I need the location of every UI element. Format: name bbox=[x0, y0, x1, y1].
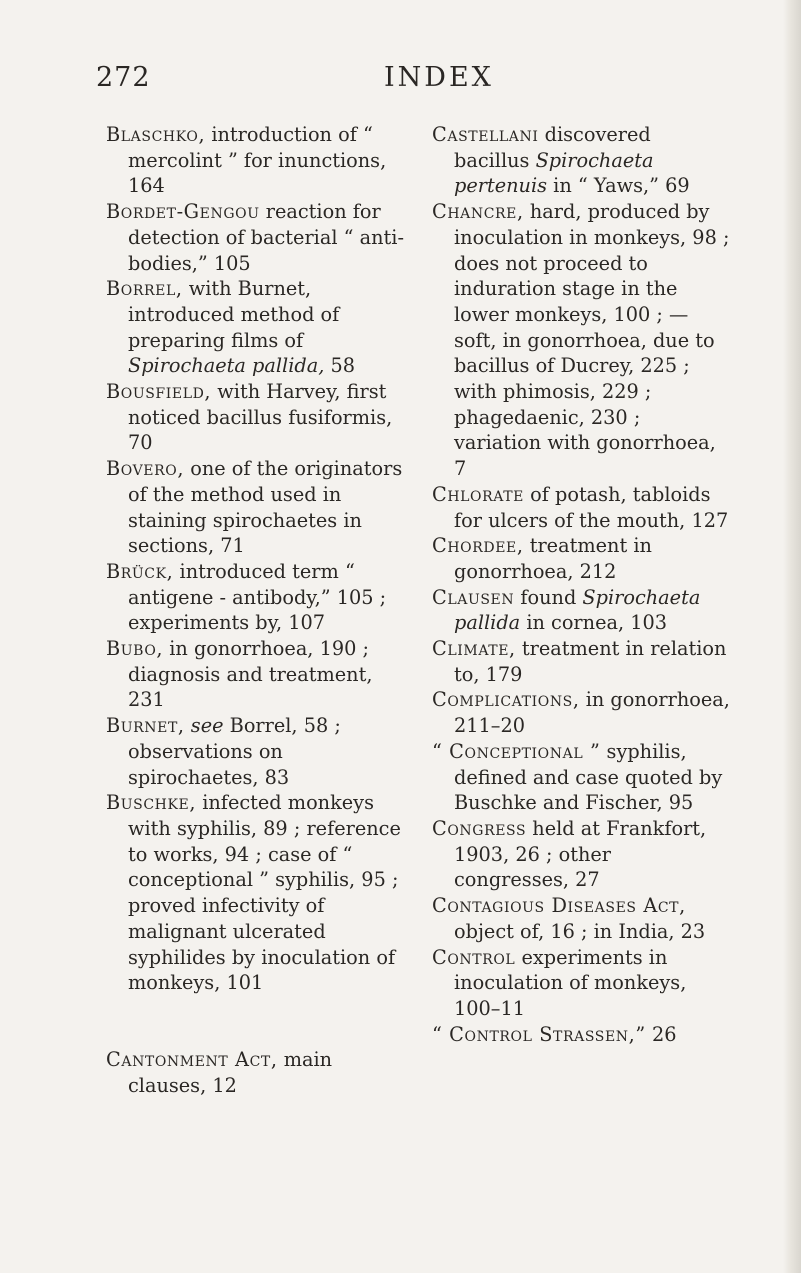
entry-heading: Bordet-Gengou bbox=[106, 200, 260, 224]
page-number: 272 bbox=[96, 62, 151, 93]
entry-text: infected monkeys with syphilis, 89 ; reference to works, 94 ; case of “ conceptional ” syphilis, 95 ; proved infectivity of malignant ulcerated syphilides by inoculation of monkeys, 101 bbox=[128, 791, 401, 995]
entry-text: syphilis, defined and case quoted by Buschke and Fischer, 95 bbox=[454, 739, 723, 815]
index-entry bbox=[106, 379, 406, 456]
entry-heading: Contagious Diseases Act, bbox=[432, 894, 686, 918]
entry-text: in gonorrhoea, 211–20 bbox=[454, 688, 730, 738]
index-entry bbox=[106, 199, 406, 276]
index-entry bbox=[432, 687, 732, 738]
index-entry bbox=[432, 533, 732, 584]
entry-text: one of the originators of the method used in staining spirochaetes in sections, 71 bbox=[128, 457, 403, 558]
index-entry bbox=[432, 893, 732, 944]
entry-text: reaction for detection of bacterial “ anti-bodies,” 105 bbox=[128, 200, 404, 275]
entry-text: experiments in inoculation of monkeys, 100–11 bbox=[454, 945, 687, 1020]
entry-text: 26 bbox=[645, 1022, 677, 1046]
entry-text: treatment in gonorrhoea, 212 bbox=[454, 534, 652, 583]
entry-heading: Bubo, bbox=[106, 637, 164, 661]
index-entry bbox=[106, 790, 406, 996]
entry-text: object of, 16 ; in India, 23 bbox=[454, 919, 706, 943]
entry-italic-text: see bbox=[190, 714, 224, 738]
entry-heading: Congress bbox=[432, 816, 527, 840]
entry-heading: Brück, bbox=[106, 559, 174, 583]
page-header bbox=[96, 62, 696, 102]
entry-heading: Complications, bbox=[432, 688, 580, 712]
entry-text: treatment in relation to, 179 bbox=[454, 637, 727, 686]
entry-text: found bbox=[514, 585, 583, 609]
entry-heading: Borrel, bbox=[106, 277, 183, 301]
entry-text: main clauses, 12 bbox=[128, 1047, 333, 1097]
entry-heading: Bousfield, bbox=[106, 380, 212, 404]
index-entry bbox=[106, 276, 406, 379]
entry-text: of potash, tabloids for ulcers of the mouth, 127 bbox=[454, 482, 729, 532]
entry-text: held at Frankfort, 1903, 26 ; other congresses, 27 bbox=[454, 816, 707, 892]
index-entry bbox=[432, 739, 732, 816]
entry-text: with Burnet, introduced method of preparing films of bbox=[128, 277, 340, 352]
entry-heading: “ Conceptional ” bbox=[432, 739, 601, 763]
entry-text: in gonorrhoea, 190 ; diagnosis and treatment, 231 bbox=[128, 637, 373, 712]
entry-text-tail: in cornea, 103 bbox=[520, 611, 668, 635]
index-entry bbox=[106, 559, 406, 636]
entry-italic-text: Spirochaeta pallida, bbox=[128, 354, 325, 378]
entry-heading: Burnet, bbox=[106, 714, 185, 738]
index-entry bbox=[432, 636, 732, 687]
entry-heading: Chlorate bbox=[432, 482, 524, 506]
entry-italic-text: Spirochaeta pertenuis bbox=[454, 148, 654, 198]
entry-text: introduction of “ mercolint ” for inunctions, 164 bbox=[128, 123, 387, 198]
running-head-title: INDEX bbox=[384, 62, 494, 93]
entry-text: discovered bacillus bbox=[454, 123, 651, 172]
index-entry bbox=[432, 816, 732, 893]
index-entry bbox=[432, 482, 732, 533]
entry-text-tail: 58 bbox=[324, 354, 356, 378]
entry-heading: Control bbox=[432, 945, 516, 969]
entry-heading: Buschke, bbox=[106, 791, 197, 815]
index-entry bbox=[106, 713, 406, 790]
entry-heading: Bovero, bbox=[106, 457, 185, 481]
entry-heading: Castellani bbox=[432, 123, 539, 146]
entry-text-tail: Borrel, 58 ; observations on spirochaetes, 83 bbox=[128, 714, 341, 789]
index-entry bbox=[106, 636, 406, 713]
index-entry bbox=[432, 1022, 732, 1048]
entry-heading: Cantonment Act, bbox=[106, 1047, 278, 1071]
entry-heading: Chancre, bbox=[432, 200, 524, 224]
entry-heading: Climate, bbox=[432, 637, 516, 661]
index-column-left bbox=[106, 122, 406, 1098]
entry-text-tail: in “ Yaws,” 69 bbox=[547, 174, 690, 198]
index-entry bbox=[106, 1047, 406, 1098]
index-entry bbox=[432, 585, 732, 636]
entry-text: introduced term “ antigene - antibody,” 105 ; experiments by, 107 bbox=[128, 559, 387, 635]
index-entry bbox=[106, 456, 406, 559]
entry-heading: “ Control Strassen,” bbox=[432, 1022, 646, 1046]
entry-text: hard, produced by inoculation in monkeys, 98 ; does not proceed to induration stage in the lower monkeys, 100 ; — soft, in gonorrhoea, due to bacillus of Ducrey, 225 ; with phimosis, 229 ; phagedaenic, 230 ; variation with gonorrhoea, 7 bbox=[454, 200, 730, 481]
entry-heading: Clausen bbox=[432, 585, 515, 609]
index-entry bbox=[432, 199, 732, 482]
entry-heading: Chordee, bbox=[432, 534, 524, 558]
index-entry bbox=[106, 122, 406, 199]
entry-text: with Harvey, first noticed bacillus fusiformis, 70 bbox=[128, 380, 393, 455]
entry-heading: Blaschko, bbox=[106, 123, 206, 146]
page-edge-shadow bbox=[783, 0, 801, 1273]
index-entry bbox=[432, 945, 732, 1022]
index-column-right bbox=[432, 122, 732, 1047]
entry-italic-text: Spirochaeta pallida bbox=[454, 585, 701, 635]
index-entry bbox=[432, 122, 732, 199]
